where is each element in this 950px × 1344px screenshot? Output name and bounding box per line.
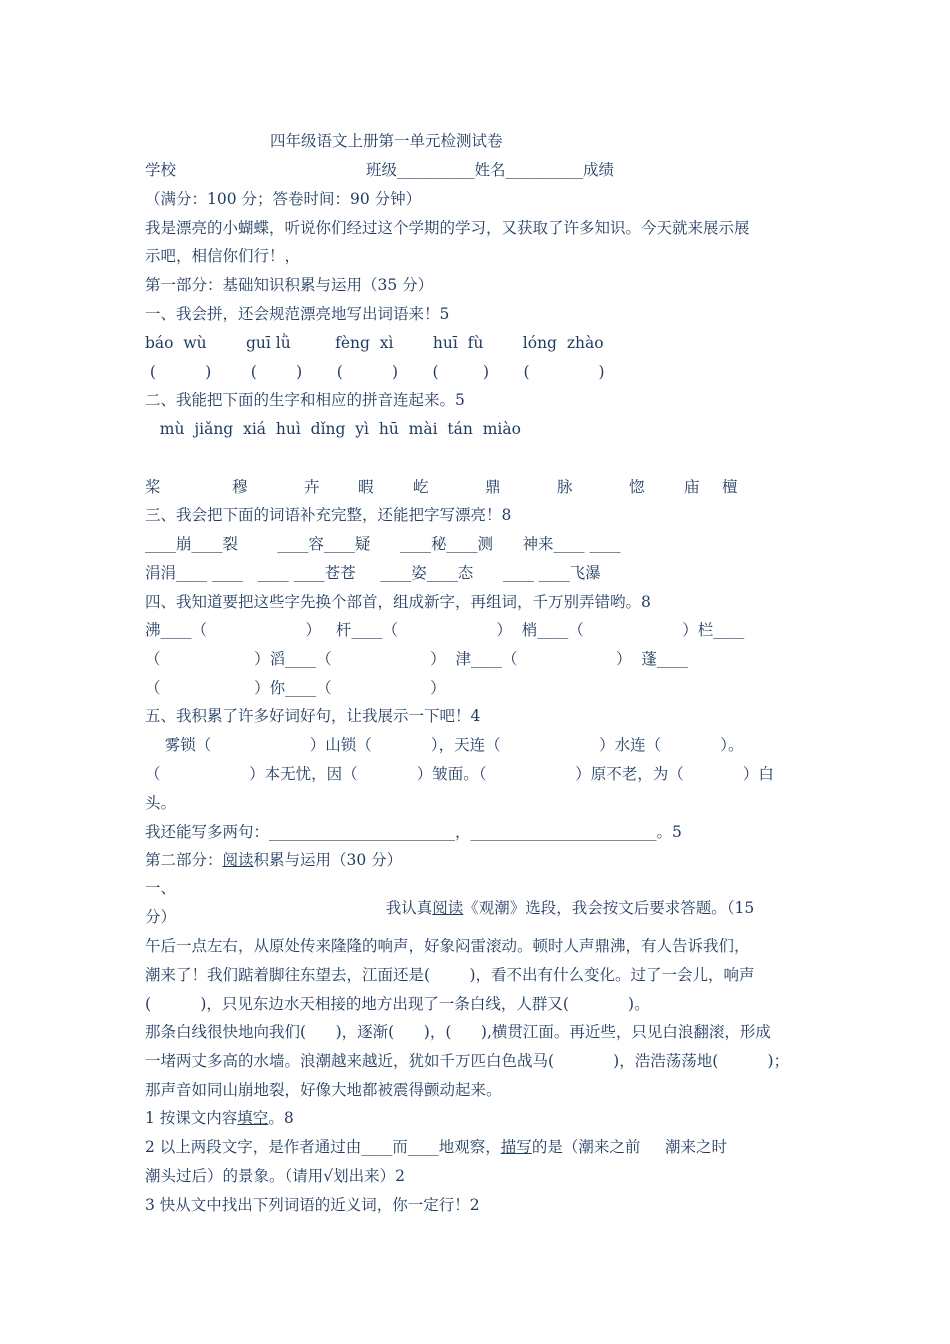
- passage-line-1: 午后一点左右，从原处传来隆隆的响声，好象闷雷滚动。顿时人声鼎沸，有人告诉我们，: [145, 937, 750, 955]
- fill-blank-link: 填空: [237, 1109, 269, 1127]
- exam-meta: （满分：100 分；答卷时间：90 分钟）: [145, 190, 422, 208]
- reading-link: 阅读: [222, 851, 254, 869]
- q2-char-5: 屹: [413, 478, 429, 496]
- class-name-score-line: 班级__________姓名__________成绩: [366, 161, 615, 179]
- section-number: 一、: [145, 879, 177, 897]
- q1-title: 一、我会拼，还会规范漂亮地写出词语来！5: [145, 305, 450, 323]
- q5-title: 五、我积累了许多好词好句，让我展示一下吧！4: [145, 707, 481, 725]
- q2-char-10: 檀: [722, 478, 738, 496]
- reading-q2: 2 以上两段文字，是作者通过由____而____地观察，描写的是（潮来之前 潮来之时: [145, 1138, 727, 1156]
- q5-row-1: 雾锁（ ）山锁（ ），天连（ ）水连（ ）。: [145, 736, 744, 754]
- q4-title: 四、我知道要把这些字先换个部首，组成新字，再组词，千万别弄错哟。8: [145, 593, 651, 611]
- passage-line-3: ( )，只见东边水天相接的地方出现了一条白线，人群又( )。: [145, 995, 650, 1013]
- passage-line-5: 一堵两丈多高的水墙。浪潮越来越近，犹如千万匹白色战马( )，浩浩荡荡地( )；: [145, 1052, 790, 1070]
- q4-row-1: 沸____（ ） 杆____（ ） 梢____（ ）栏____: [145, 621, 745, 639]
- q3-row-2: 涓涓____ ____ ____ ____苍苍 ____姿____态 ____ ____飞瀑: [145, 564, 601, 582]
- q3-title: 三、我会把下面的词语补充完整，还能把字写漂亮！8: [145, 506, 512, 524]
- q1-blanks: ( ) ( ) ( ) ( ) ( ): [145, 363, 605, 381]
- q2-char-3: 卉: [304, 478, 320, 496]
- q2-char-1: 桨: [145, 478, 161, 496]
- q1-pinyin: báo wù guī lǜ fèng xì huī fù lóng zhào: [145, 334, 604, 352]
- q5-row-2: （ ）本无忧，因（ ）皱面。（ ）原不老，为（ ）白: [145, 765, 774, 783]
- q2-char-4: 暇: [358, 478, 374, 496]
- school-label: 学校: [145, 161, 177, 179]
- reading-q2-line-2: 潮头过后）的景象。（请用√划出来）2: [145, 1167, 405, 1185]
- q2-pinyin: mù jiǎng xiá huì dǐng yì hū mài tán miào: [145, 420, 521, 438]
- intro-line-2: 示吧，相信你们行！，: [145, 247, 301, 265]
- reading-q1: 1 按课文内容填空。8: [145, 1109, 294, 1127]
- q4-row-2: （ ）滔____（ ） 津____（ ） 蓬____: [145, 650, 688, 668]
- passage-line-6: 那声音如同山崩地裂，好像大地都被震得颤动起来。: [145, 1081, 502, 1099]
- part1-heading: 第一部分：基础知识积累与运用（35 分）: [145, 276, 434, 294]
- intro-line-1: 我是漂亮的小蝴蝶，听说你们经过这个学期的学习，又获取了许多知识。今天就来展示展: [145, 219, 750, 237]
- q4-row-3: （ ）你____（ ）: [145, 679, 446, 697]
- reading-q3: 3 快从文中找出下列词语的近义词，你一定行！2: [145, 1196, 480, 1214]
- q2-char-9: 庙: [684, 478, 700, 496]
- q2-char-8: 惚: [629, 478, 645, 496]
- q3-row-1: ____崩____裂 ____容____疑 ____秘____测 神来____ ____: [145, 535, 621, 553]
- reading-link-2: 阅读: [432, 899, 464, 917]
- q2-char-7: 脉: [557, 478, 573, 496]
- q5-row-3: 头。: [145, 794, 177, 812]
- q5-row-4: 我还能写多两句：________________________，________________________。5: [145, 823, 682, 841]
- describe-link: 描写: [500, 1138, 532, 1156]
- page-title: 四年级语文上册第一单元检测试卷: [270, 132, 503, 150]
- section-instruction: 我认真阅读《观潮》选段，我会按文后要求答题。（15: [385, 899, 755, 917]
- q2-char-6: 鼎: [485, 478, 501, 496]
- section-score-tail: 分）: [145, 908, 177, 926]
- q2-char-2: 穆: [232, 478, 248, 496]
- passage-line-4: 那条白线很快地向我们( )，逐渐( )，( ),横贯江面。再近些，只见白浪翻滚，形成: [145, 1023, 771, 1041]
- passage-line-2: 潮来了！我们踮着脚往东望去，江面还是( )，看不出有什么变化。过了一会儿，响声: [145, 966, 755, 984]
- part2-heading: 第二部分：阅读积累与运用（30 分）: [145, 851, 403, 869]
- q2-title: 二、我能把下面的生字和相应的拼音连起来。5: [145, 391, 465, 409]
